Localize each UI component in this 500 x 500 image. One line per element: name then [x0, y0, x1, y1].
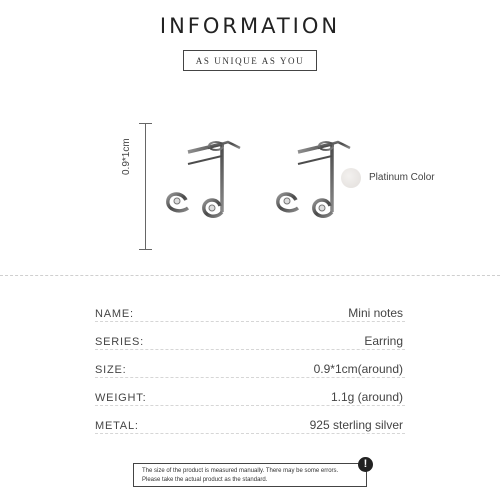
spec-value: 925 sterling silver — [309, 418, 403, 432]
product-image — [160, 120, 360, 250]
spec-row-name — [95, 308, 405, 322]
spec-row-metal — [95, 420, 405, 434]
subtitle: AS UNIQUE AS YOU — [195, 55, 305, 66]
spec-value: Mini notes — [348, 306, 403, 320]
earring-left — [168, 142, 240, 216]
page-title: INFORMATION — [159, 14, 341, 38]
spec-label: METAL: — [95, 420, 139, 432]
spec-row-size — [95, 364, 405, 378]
spec-label: NAME: — [95, 308, 134, 320]
spec-label: SERIES: — [95, 336, 145, 348]
dimension-line — [145, 123, 146, 249]
subtitle-frame — [183, 50, 317, 71]
spec-label: WEIGHT: — [95, 392, 147, 404]
color-label: Platinum Color — [369, 172, 435, 183]
disclaimer-box — [133, 463, 367, 487]
spec-label: SIZE: — [95, 364, 127, 376]
color-swatch[interactable] — [341, 168, 361, 188]
warning-icon: ! — [358, 457, 373, 472]
spec-value: 0.9*1cm(around) — [313, 362, 403, 376]
section-divider — [0, 275, 500, 276]
spec-row-weight — [95, 392, 405, 406]
dimension-cap-bottom — [139, 249, 152, 250]
spec-value: Earring — [364, 334, 403, 348]
dimension-cap-top — [139, 123, 152, 124]
spec-row-series — [95, 336, 405, 350]
spec-value: 1.1g (around) — [330, 390, 403, 404]
disclaimer-line-2: Please take the actual product as the standard. — [142, 477, 268, 483]
disclaimer-line-1: The size of the product is measured manually. There may be some errors. — [142, 468, 339, 474]
dimension-label: 0.9*1cm — [121, 138, 132, 175]
earring-right — [278, 142, 350, 216]
